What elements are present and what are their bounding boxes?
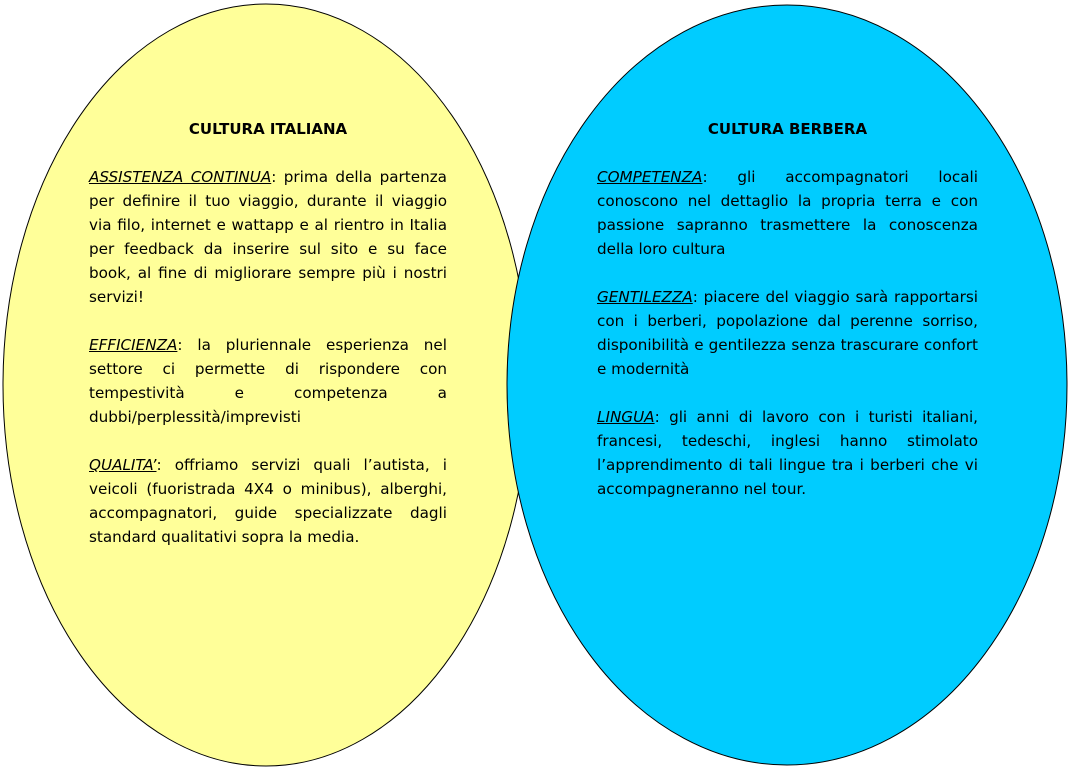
berber-item-term: GENTILEZZA	[597, 288, 693, 306]
berber-item-gentilezza	[597, 285, 978, 381]
berber-culture-textbox	[597, 117, 978, 525]
italian-item-term: ASSISTENZA CONTINUA	[89, 168, 272, 186]
italian-item-text: : la pluriennale esperienza nel settore ci permette di rispondere con tempestività e competenza a dubbi/perplessità/imprevisti	[89, 336, 447, 426]
berber-item-text: : gli accompagnatori locali conoscono nel dettaglio la propria terra e con passione sapranno trasmettere la conoscenza della loro cultura	[597, 168, 978, 258]
berber-item-term: LINGUA	[597, 408, 655, 426]
italian-culture-title: CULTURA ITALIANA	[188, 120, 348, 138]
italian-item-qualita	[89, 453, 447, 549]
berber-item-text: : piacere del viaggio sarà rapportarsi con i berberi, popolazione dal perenne sorriso, disponibilità e gentilezza senza trascurare confort e modernità	[597, 288, 978, 378]
italian-item-efficienza	[89, 333, 447, 429]
italian-culture-textbox	[89, 117, 447, 573]
berber-item-competenza	[597, 165, 978, 261]
berber-item-text: : gli anni di lavoro con i turisti italiani, francesi, tedeschi, inglesi hanno stimolato l’apprendimento di tali lingue tra i berberi che vi accompagneranno nel tour.	[597, 408, 978, 498]
italian-item-text: : prima della partenza per definire il tuo viaggio, durante il viaggio via filo, internet e wattapp e al rientro in Italia per feedback da inserire sul sito e su face book, al fine di migliorare sempre più i nostri servizi!	[89, 168, 447, 306]
italian-item-assistenza	[89, 165, 447, 309]
berber-item-term: COMPETENZA	[597, 168, 703, 186]
berber-culture-title: CULTURA BERBERA	[707, 120, 868, 138]
italian-item-term: QUALITA’	[89, 456, 157, 474]
italian-item-text: : offriamo servizi quali l’autista, i veicoli (fuoristrada 4X4 o minibus), alberghi, accompagnatori, guide specializzate dagli standard qualitativi sopra la media.	[89, 456, 447, 546]
italian-item-term: EFFICIENZA	[89, 336, 178, 354]
berber-item-lingua	[597, 405, 978, 501]
